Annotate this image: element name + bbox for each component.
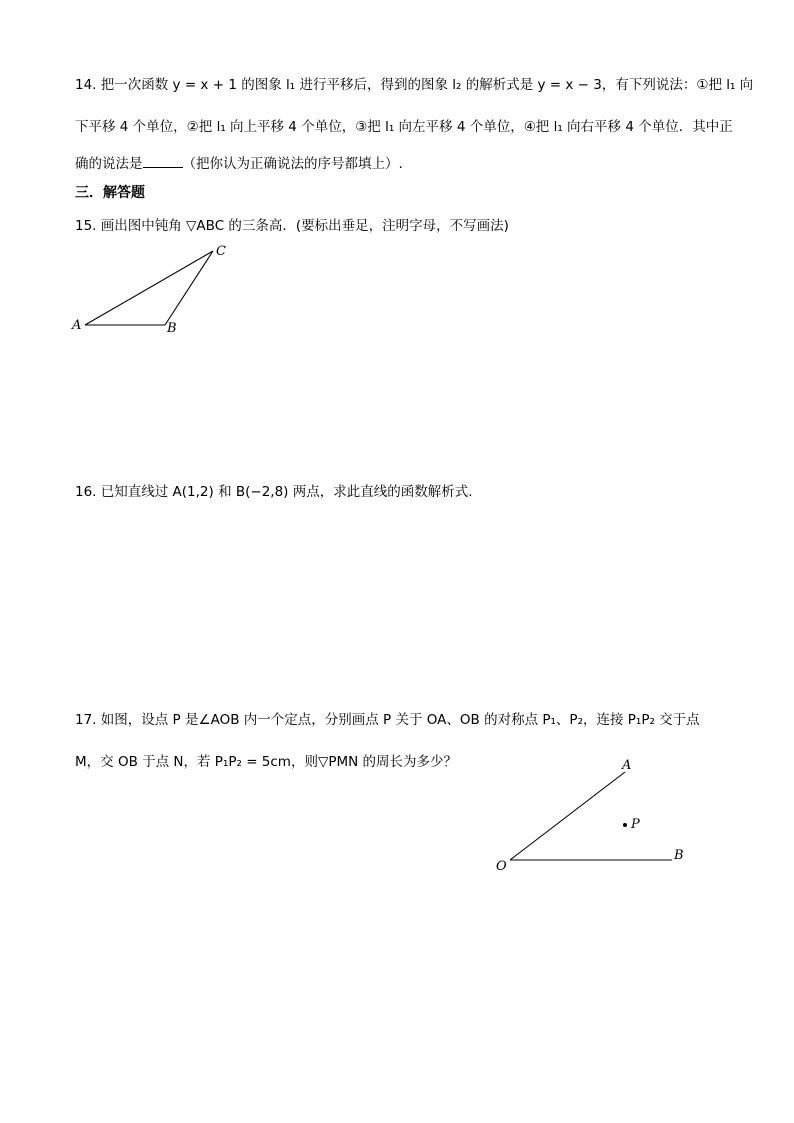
q15-text: 15. 画出图中钝角 ▽ABC 的三条高．(要标出垂足，注明字母，不写画法)	[75, 218, 509, 234]
point-p	[623, 823, 627, 827]
label-a: A	[622, 758, 632, 773]
label-b: B	[674, 848, 684, 863]
answer-blank	[143, 155, 183, 168]
q14-line-3	[75, 152, 403, 172]
triangle-abc-figure	[60, 235, 240, 340]
ray-oa	[510, 772, 625, 860]
q14-line-3-post: （把你认为正确说法的序号都填上）.	[182, 156, 403, 172]
angle-aob-figure	[490, 755, 700, 880]
label-a: A	[72, 318, 82, 333]
label-o: O	[496, 859, 507, 874]
label-c: C	[216, 244, 226, 259]
side-ac	[85, 251, 213, 325]
q14-line-3-pre: 确的说法是	[75, 156, 143, 172]
side-bc	[165, 251, 213, 325]
q17-line-1: 17. 如图，设点 P 是∠AOB 内一个定点，分别画点 P 关于 OA、OB 的对称点 P₁、P₂，连接 P₁P₂ 交于点	[75, 712, 700, 728]
label-b: B	[167, 321, 177, 336]
q16-text: 16. 已知直线过 A(1,2) 和 B(−2,8) 两点，求此直线的函数解析式.	[75, 484, 473, 500]
section-title: 三．解答题	[75, 185, 145, 201]
label-p: P	[631, 817, 640, 832]
q17-line-2: M，交 OB 于点 N，若 P₁P₂ = 5cm，则▽PMN 的周长为多少？	[75, 754, 458, 770]
q14-line-1: 14. 把一次函数 y = x + 1 的图象 l₁ 进行平移后，得到的图象 l₂ 的解析式是 y = x − 3，有下列说法：①把 l₁ 向	[75, 77, 754, 93]
q14-line-2: 下平移 4 个单位，②把 l₁ 向上平移 4 个单位，③把 l₁ 向左平移 4 个单位，④把 l₁ 向右平移 4 个单位．其中正	[75, 119, 733, 135]
